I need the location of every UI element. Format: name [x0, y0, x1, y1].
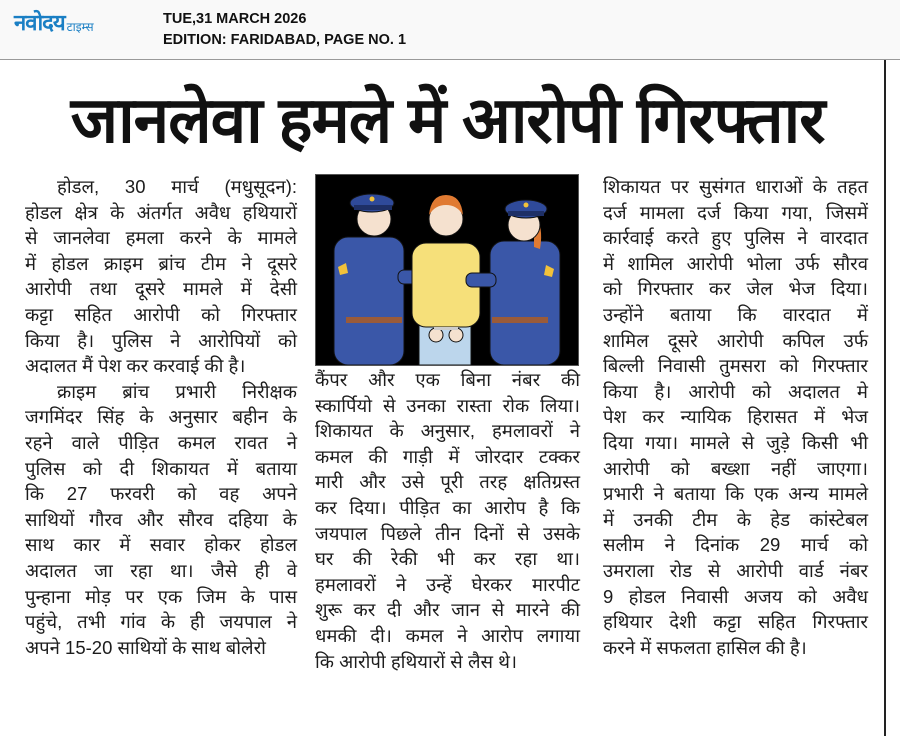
- article-text-line: शामिल दूसरे आरोपी कपिल उर्फ: [603, 329, 868, 351]
- police-arrest-illustration: [315, 174, 579, 366]
- article-text-line: से जानलेवा हमला करने के मामले: [25, 227, 297, 249]
- article-text-line: अदालत जा रहा था। जैसे ही वे: [25, 559, 297, 581]
- article-text-line: क्राइम ब्रांच प्रभारी निरीक्षक: [57, 380, 297, 402]
- article-text-line: हमलावरों ने उन्हें घेरकर मारपीट: [315, 573, 580, 595]
- article-text-line: कि 27 फरवरी को वह अपने: [25, 483, 297, 505]
- article-text-line: होडल क्षेत्र के अंतर्गत अवैध हथियारों: [25, 201, 297, 223]
- article-text-line: धमकी दी। कमल ने आरोप लगाया: [315, 624, 580, 646]
- article-text-line: दर्ज मामला दर्ज किया गया, जिसमें: [603, 201, 868, 223]
- article-text-line: को गिरफ्तार कर जेल भेज दिया।: [603, 278, 868, 300]
- article-text-line: में शामिल आरोपी भोला उर्फ सौरव: [603, 252, 868, 274]
- article-text-line: मारी और उसे पूरी तरह क्षतिग्रस्त: [315, 471, 580, 493]
- issue-date: TUE,31 MARCH 2026: [163, 11, 307, 27]
- article-text-line: अदालत मैं पेश कर करवाई की है।: [25, 355, 246, 377]
- article-text-line: उन्होंने बताया कि वारदात में: [603, 303, 868, 325]
- article-headline: जानलेवा हमले में आरोपी गिरफ्तार: [70, 84, 825, 156]
- article-text-line: किया है। पुलिस ने आरोपियों को: [25, 329, 297, 351]
- article-text-line: सलीम ने दिनांक 29 मार्च को: [603, 534, 868, 556]
- article-text-line: पुन्हाना मोड़ पर एक जिम के पास: [25, 585, 297, 607]
- article-text-line: अपने 15-20 साथियों के साथ बोलेरो: [25, 636, 266, 658]
- article-text-line: जयपाल पिछले तीन दिनों से उसके: [315, 522, 580, 544]
- article-text-line: साथियों गौरव और सौरव दहिया के: [25, 508, 297, 530]
- newspaper-header: [0, 0, 900, 60]
- article-text-line: आरोपी तथा दूसरे मामले में देसी: [25, 278, 297, 300]
- article-text-line: घर की रेकी भी कर रहा था।: [315, 548, 580, 570]
- article-text-line: कमल की गाड़ी में जोरदार टक्कर: [315, 445, 580, 467]
- article-text-line: कि आरोपी हथियारों से लैस थे।: [315, 650, 517, 672]
- article-text-line: प्रभारी ने बताया कि एक अन्य मामले: [603, 483, 868, 505]
- article-text-line: 9 होडल निवासी अजय को अवैध: [603, 585, 868, 607]
- article-text-line: पुलिस को दी शिकायत में बताया: [25, 457, 297, 479]
- edition-info: [163, 9, 406, 51]
- article-text-line: हथियार देशी कट्टा सहित गिरफ्तार: [603, 611, 868, 633]
- article-text-line: पेश कर न्यायिक हिरासत में भेज: [603, 406, 868, 428]
- article-text-line: शिकायत पर सुसंगत धाराओं के तहत: [603, 176, 868, 197]
- article-text-line: पहुंचे, तभी गांव के ही जयपाल ने: [25, 611, 297, 633]
- article-text-line: कार्रवाई करते हुए पुलिस ने वारदात: [603, 227, 868, 249]
- article-column-3: [603, 174, 868, 660]
- article-text-line: जगमिंदर सिंह के अनुसार बहीन के: [25, 406, 297, 428]
- logo-sub-text: टाइम्स: [66, 20, 94, 34]
- article-text-line: दिया गया। मामले से जुड़े किसी भी: [603, 431, 868, 453]
- newspaper-logo: [14, 12, 94, 34]
- logo-main-text: नवोदय: [14, 10, 65, 35]
- article-text-line: होडल, 30 मार्च (मधुसूदन):: [57, 176, 297, 197]
- article-column-2: [315, 367, 580, 674]
- police-officer-right-icon: [466, 200, 560, 365]
- article-text-line: करने में सफलता हासिल की है।: [603, 636, 807, 658]
- article-text-line: बिल्ली निवासी तुमसरा को गिरफ्तार: [603, 355, 868, 377]
- article-text-line: कट्टा सहित आरोपी को गिरफ्तार: [25, 303, 297, 325]
- article-text-line: में उनकी टीम के हेड कांस्टेबल: [603, 508, 868, 530]
- article-text-line: स्कार्पियो से उनका रास्ता रोक लिया।: [315, 394, 580, 416]
- article-text-line: उमराला रोड से आरोपी वार्ड नंबर: [603, 559, 868, 581]
- article-text-line: शुरू कर दी और जान से मारने की: [315, 599, 580, 621]
- article-text-line: शिकायत के अनुसार, हमलावरों ने: [315, 420, 580, 442]
- article-text-line: किया है। आरोपी को अदालत मे: [603, 380, 868, 402]
- article-text-line: कर दिया। पीड़ित का आरोप है कि: [315, 496, 580, 518]
- article-text-line: कैंपर और एक बिना नंबर की: [315, 369, 580, 390]
- article-text-line: आरोपी को बख्शा नहीं जाएगा।: [603, 457, 868, 479]
- column-divider: [884, 60, 886, 736]
- edition-page: EDITION: FARIDABAD, PAGE NO. 1: [163, 32, 407, 48]
- article-column-1: [25, 174, 297, 660]
- article-text-line: साथ कार में सवार होकर होडल: [25, 534, 297, 556]
- article-text-line: रहने वाले पीड़ित कमल रावत ने: [25, 431, 297, 453]
- article-text-line: में होडल क्राइम ब्रांच टीम ने दूसरे: [25, 252, 297, 274]
